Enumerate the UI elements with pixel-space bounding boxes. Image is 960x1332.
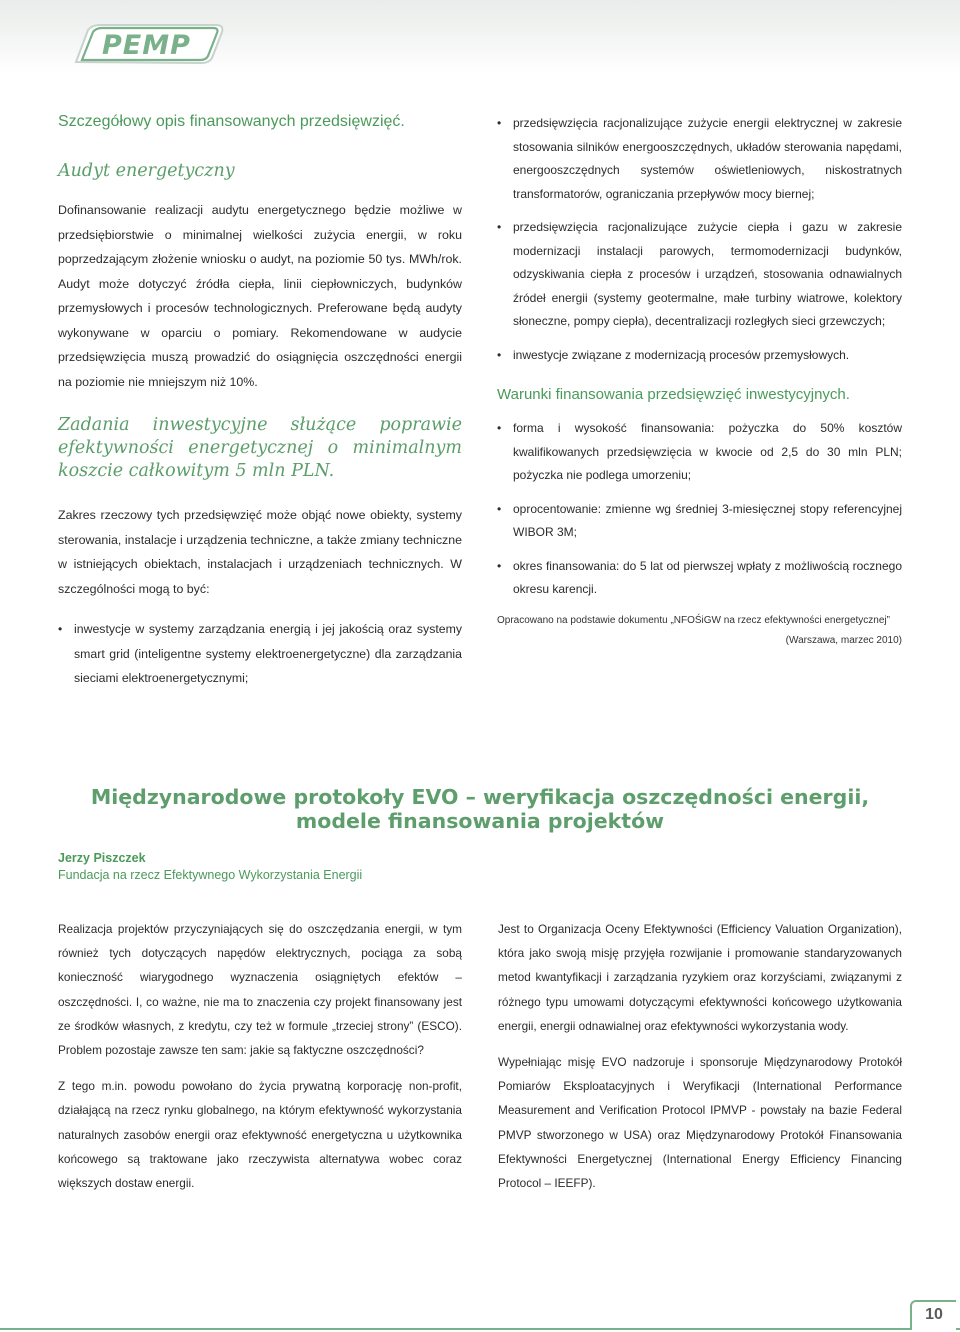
author-organization: Fundacja na rzecz Efektywnego Wykorzystania Energii <box>58 868 363 882</box>
article-right-column <box>498 917 902 1195</box>
list-item: • forma i wysokość finansowania: pożyczka do 50% kosztów kwalifikowanych przedsięwzięcia w kwocie od 2,5 do 30 mln PLN; pożyczka nie podlega umorzeniu; <box>497 417 902 488</box>
tasks-heading: Zadania inwestycyjne służące poprawie efektywności energetycznej o minimalnym koszcie całkowitym 5 mln PLN. <box>58 415 462 481</box>
audit-heading: Audyt energetyczny <box>58 161 235 181</box>
list-item: • okres finansowania: do 5 lat od pierwszej wpłaty z możliwością rocznego okresu karencji. <box>497 555 902 602</box>
article-paragraph: Z tego m.in. powodu powołano do życia prywatną korporację non-profit, działającą na rzecz rynku globalnego, na którym efektywność wykorzystania naturalnych zasobów energii oraz efektywność energetyczna u użytkownika końcowego są traktowane jako rzeczywista alternatywa wobec coraz większych dostaw energii. <box>58 1079 462 1191</box>
investment-bullets <box>497 112 902 367</box>
tasks-bullets <box>58 617 462 691</box>
list-item: • inwestycje w systemy zarządzania energią i jej jakością oraz systemy smart grid (inteligentne systemy elektroenergetyczne) dla zarządzania sieciami elektroenergetycznymi; <box>58 617 462 691</box>
list-item: • inwestycje związane z modernizacją procesów przemysłowych. <box>497 344 902 368</box>
article-title-line2: modele finansowania projektów <box>295 809 665 833</box>
article-title <box>0 785 960 833</box>
article-left-column <box>58 917 462 1195</box>
list-item: • oprocentowanie: zmienne wg średniej 3-miesięcznej stopy referencyjnej WIBOR 3M; <box>497 498 902 545</box>
page-number-tab <box>910 1300 956 1330</box>
right-column-top <box>497 112 902 648</box>
article-title-line1: Międzynarodowe protokoły EVO – weryfikacja oszczędności energii, <box>90 785 870 809</box>
footer-line <box>0 1328 960 1330</box>
financing-bullets <box>497 417 902 602</box>
article-paragraph: Wypełniając misję EVO nadzoruje i sponsoruje Międzynarodowy Protokół Pomiarów Eksploatacyjnych i Weryfikacji (International Performance Measurement and Verification Protocol IPMVP - powstały na bazie Federal PMVP stworzonego w USA) oraz Międzynarodowy Protokół Finansowania Efektywności Energetycznej (International Energy Efficiency Financing Protocol – IEEFP). <box>498 1055 902 1191</box>
svg-text:PEMP: PEMP <box>102 30 191 61</box>
author-block <box>58 850 362 884</box>
audit-text: Dofinansowanie realizacji audytu energetycznego będzie możliwe w przedsiębiorstwie o minimalnej wielkości zużycia energii, w roku poprzedzającym złożenie wniosku o audyt, na poziomie 50 tys. MWh/rok. Audyt może dotyczyć źródła ciepła, linii ciepłowniczych, budynków przemysłowych i procesów technologicznych. Preferowane będą audyty wykonywane w oparciu o pomiary. Rekomendowane w audycie przedsięwzięcia muszą prowadzić do osiągnięcia oszczędności energii na poziomie nie mniejszym niż 10%. <box>58 203 462 389</box>
tasks-text: Zakres rzeczowy tych przedsięwzięć może objąć nowe obiekty, systemy sterowania, instalacje i urządzenia techniczne, a także zmiany techniczne w istniejących obiektach, instalacjach i urządzeniach technicznych. W szczególności mogą to być: <box>58 508 462 596</box>
article-paragraph: Realizacja projektów przyczyniających się do oszczędzania energii, w tym również tych dotyczących napędów elektrycznych, pociąga za sobą konieczność wiarygodnego wyznaczenia osiągniętych efektów – oszczędności. I, co ważne, nie ma to znaczenia czy projekt finansowany jest ze środków własnych, z kredytu, czy też w formule „trzeciej strony” (ESCO). Problem pozostaje zawsze ten sam: jakie są faktyczne oszczędności? <box>58 922 462 1058</box>
author-name: Jerzy Piszczek <box>58 851 146 865</box>
source-date: (Warszawa, marzec 2010) <box>785 634 902 646</box>
pemp-logo <box>66 22 226 66</box>
article-paragraph: Jest to Organizacja Oceny Efektywności (Efficiency Valuation Organization), która jako swoją misję przyjęła rozwijanie i promowanie standaryzowanych metod kwantyfikacji i zarządzania ryzykiem oraz korzyściami, związanymi z różnego typu umowami dotyczącymi efektywności końcowego użytkowania energii, energii odnawialnej oraz efektywności wykorzystania wody. <box>498 922 902 1033</box>
financing-heading: Warunki finansowania przedsięwzięć inwestycyjnych. <box>497 386 850 403</box>
left-column-top <box>58 112 462 691</box>
section-title: Szczegółowy opis finansowanych przedsięwzięć. <box>58 113 405 130</box>
page-number: 10 <box>925 1306 943 1323</box>
list-item: • przedsięwzięcia racjonalizujące zużycie energii elektrycznej w zakresie stosowania silników energooszczędnych, układów sterowania napędami, energooszczędnych systemów oświetleniowych, niskostratnych transformatorów, ograniczania przepływów mocy biernej; <box>497 112 902 206</box>
source-note: Opracowano na podstawie dokumentu „NFOŚiGW na rzecz efektywności energetycznej” <box>497 614 890 626</box>
list-item: • przedsięwzięcia racjonalizujące zużycie ciepła i gazu w zakresie modernizacji instalacji parowych, termomodernizacji budynków, odzyskiwania ciepła z procesów i urządzeń, stosowania odnawialnych źródeł energii (systemy geotermalne, małe turbiny wiatrowe, kolektory słoneczne, pompy ciepła), decentralizacji rozległych sieci grzewczych; <box>497 216 902 334</box>
